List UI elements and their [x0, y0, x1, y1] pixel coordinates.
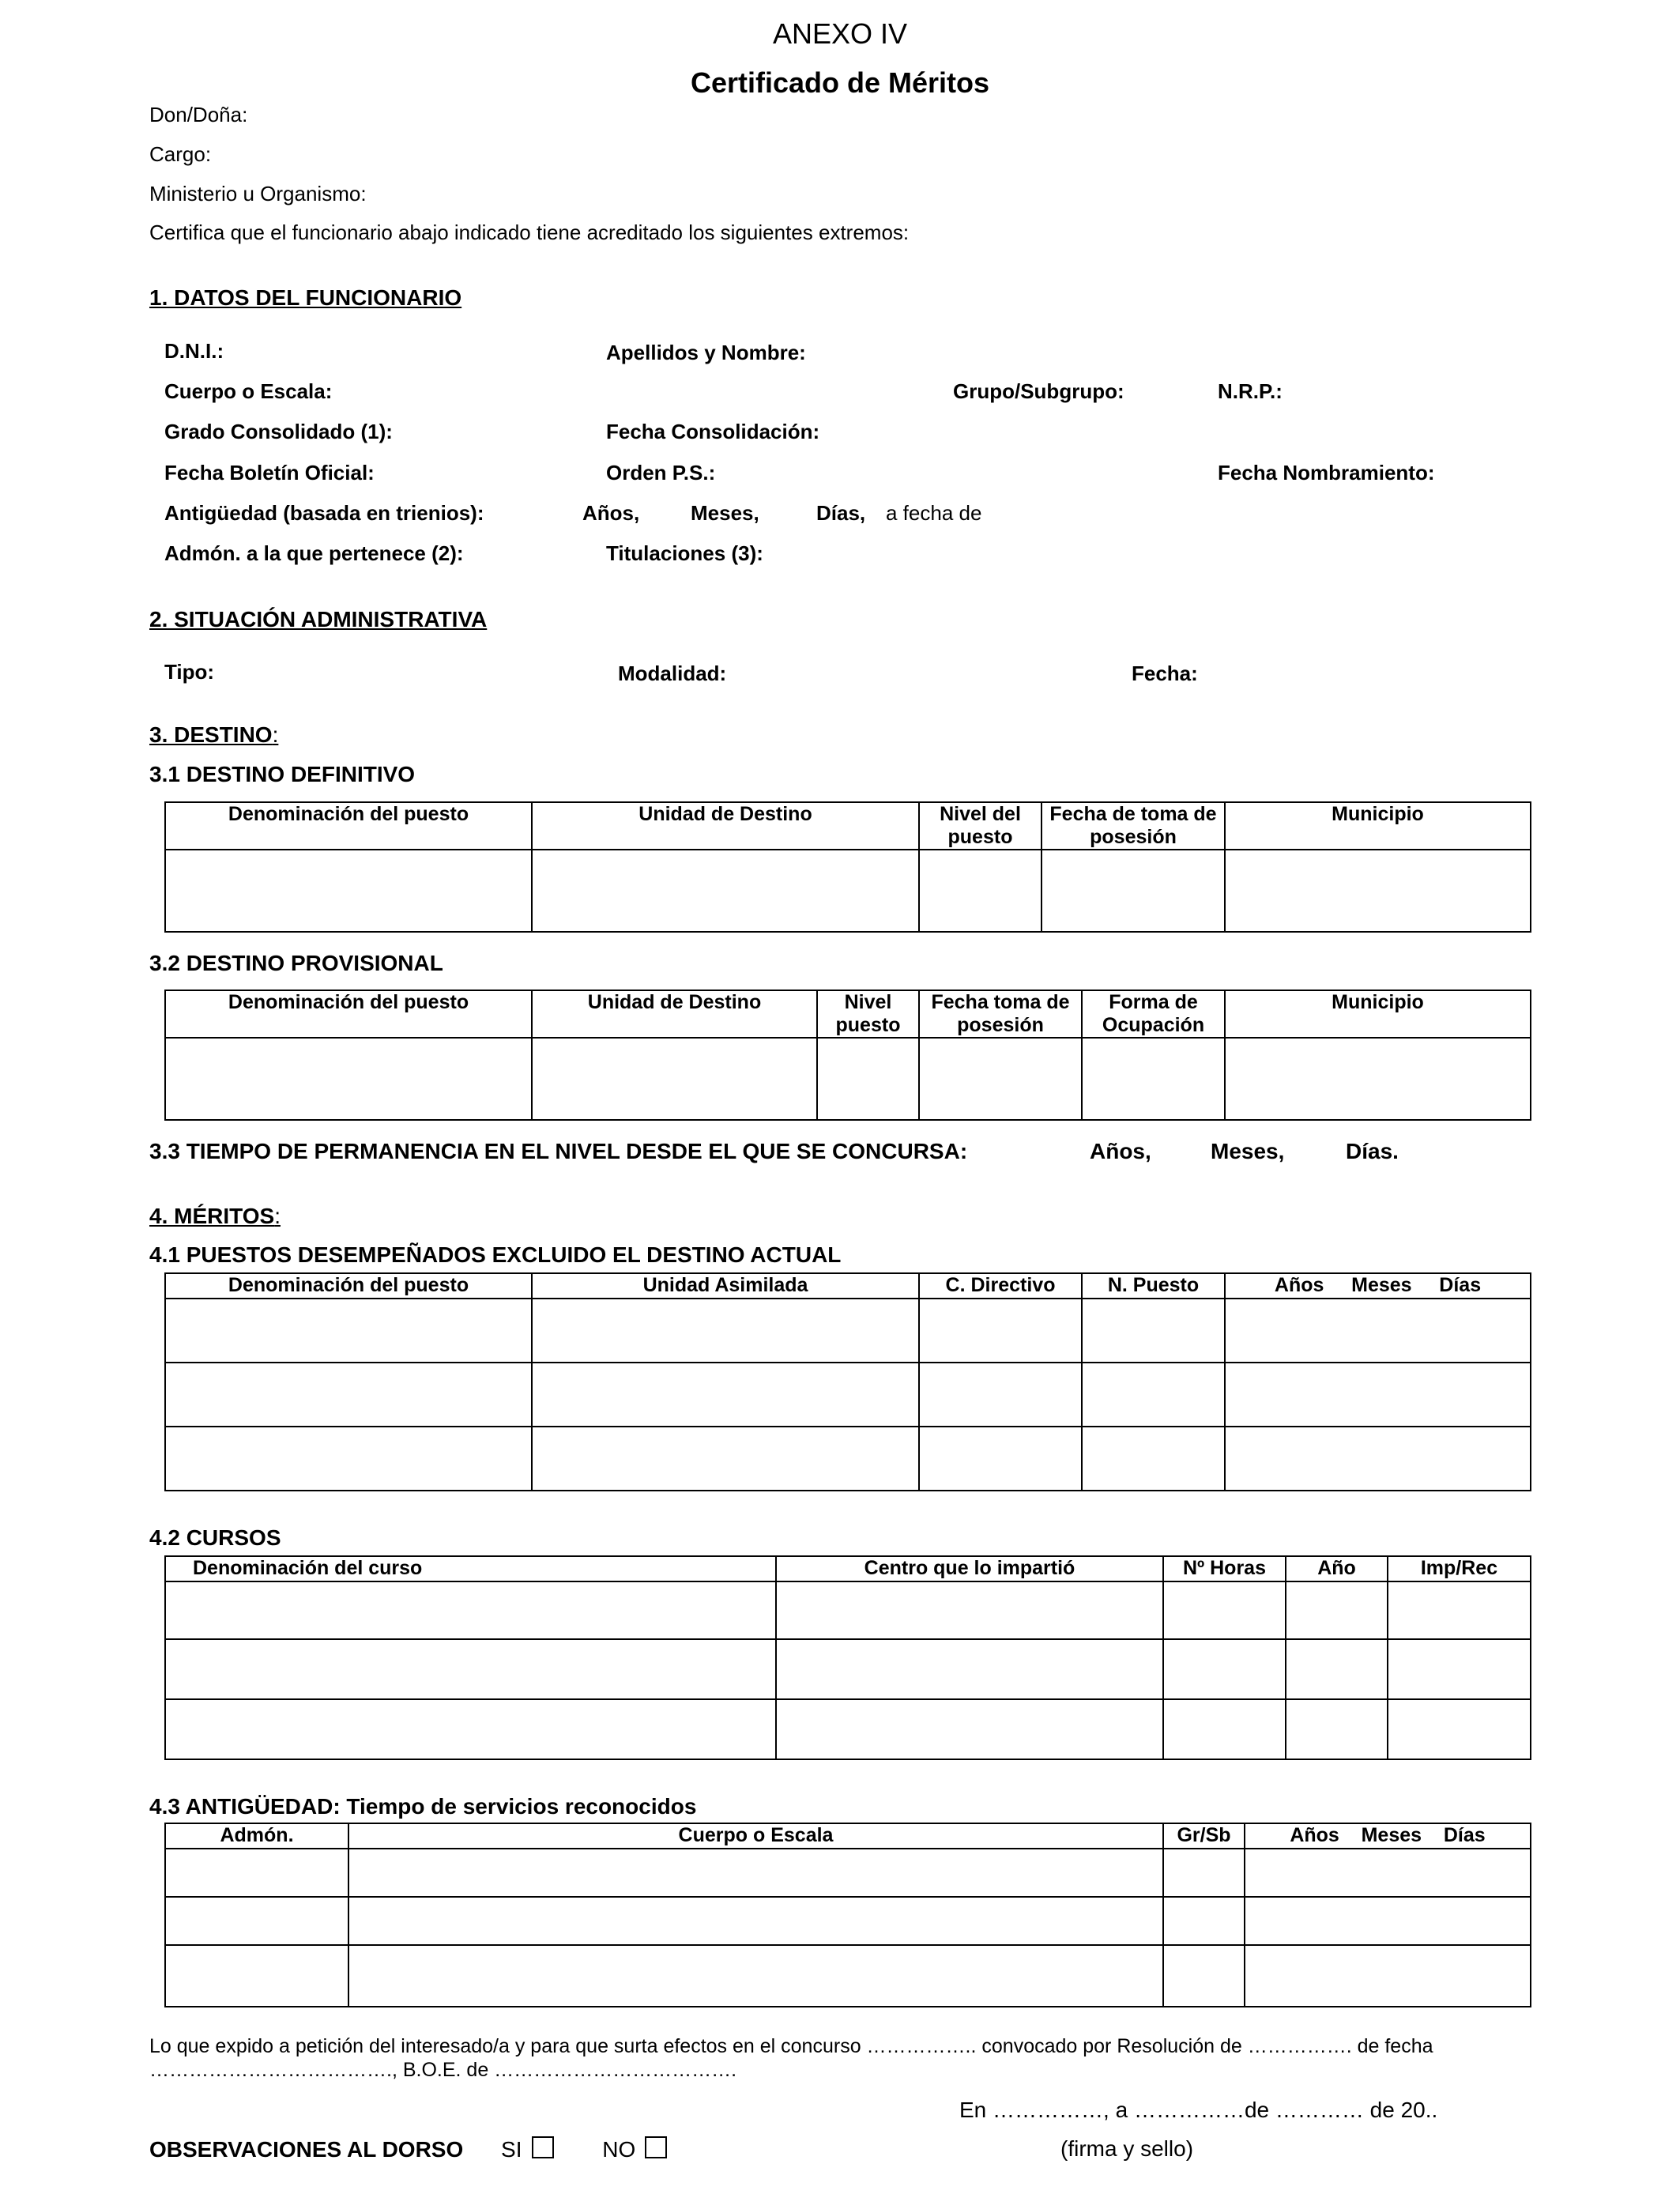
table-cell[interactable]	[1082, 1427, 1225, 1491]
table-cell[interactable]	[776, 1639, 1163, 1699]
table-cell[interactable]	[1082, 1299, 1225, 1363]
table-row	[165, 1699, 1531, 1759]
table-cell[interactable]	[1388, 1581, 1531, 1639]
table-cell[interactable]	[165, 1849, 348, 1897]
table-cell[interactable]	[165, 1897, 348, 1945]
table-cell[interactable]	[776, 1699, 1163, 1759]
grado-label: Grado Consolidado (1):	[164, 420, 393, 443]
table-cell[interactable]	[776, 1581, 1163, 1639]
observaciones-label: OBSERVACIONES AL DORSO	[149, 2137, 464, 2162]
modalidad-label: Modalidad:	[618, 662, 727, 685]
table-cell[interactable]	[165, 1699, 776, 1759]
col-denominacion-puesto: Denominación del puesto	[165, 1273, 532, 1299]
table-cell[interactable]	[165, 1639, 776, 1699]
table-cell[interactable]	[1225, 1363, 1531, 1427]
col-anos-meses-dias: Años Meses Días	[1225, 1273, 1531, 1299]
table-cell[interactable]	[165, 1945, 348, 2007]
table-cell[interactable]	[1163, 1897, 1245, 1945]
page-title: Certificado de Méritos	[690, 66, 990, 99]
fecha-label: Fecha:	[1132, 662, 1198, 685]
col-nivel-puesto: Nivel del puesto	[919, 802, 1042, 850]
table-cell[interactable]	[532, 1299, 919, 1363]
col-unidad-destino: Unidad de Destino	[532, 990, 817, 1038]
section-3-heading-colon: :	[272, 722, 279, 747]
destino-definitivo-table	[164, 801, 1531, 933]
col-denominacion-curso: Denominación del curso	[165, 1556, 776, 1581]
destino-provisional-heading: 3.2 DESTINO PROVISIONAL	[149, 951, 443, 975]
certifica-text: Certifica que el funcionario abajo indicado tiene acreditado los siguientes extremos:	[149, 221, 910, 244]
fecha-nombramiento-label: Fecha Nombramiento:	[1218, 461, 1435, 484]
tipo-label: Tipo:	[164, 660, 215, 684]
si-label: SI	[501, 2137, 522, 2162]
col-n-horas: Nº Horas	[1163, 1556, 1286, 1581]
cuerpo-label: Cuerpo o Escala:	[164, 379, 333, 403]
col-municipio: Municipio	[1225, 990, 1531, 1038]
puestos-desempenados-heading: 4.1 PUESTOS DESEMPEÑADOS EXCLUIDO EL DESTINO ACTUAL	[149, 1242, 842, 1267]
table-cell[interactable]	[1388, 1699, 1531, 1759]
nrp-label: N.R.P.:	[1218, 379, 1283, 403]
destino-definitivo-heading: 3.1 DESTINO DEFINITIVO	[149, 762, 416, 786]
si-checkbox[interactable]	[532, 2136, 554, 2158]
don-dona-label: Don/Doña:	[149, 103, 248, 126]
table-row	[165, 1639, 1531, 1699]
orden-ps-label: Orden P.S.:	[606, 461, 716, 484]
permanencia-meses-label: Meses,	[1211, 1139, 1285, 1163]
observaciones-row	[149, 2136, 667, 2162]
table-cell[interactable]	[1286, 1581, 1388, 1639]
table-cell[interactable]	[348, 1945, 1163, 2007]
antiguedad-anos-label: Años,	[582, 501, 640, 525]
tiempo-permanencia-label: 3.3 TIEMPO DE PERMANENCIA EN EL NIVEL DESDE EL QUE SE CONCURSA:	[149, 1139, 968, 1163]
table-cell[interactable]	[1225, 1427, 1531, 1491]
col-unidad-asimilada: Unidad Asimilada	[532, 1273, 919, 1299]
col-fecha-toma-posesion: Fecha toma de posesión	[919, 990, 1082, 1038]
destino-provisional-table	[164, 990, 1531, 1121]
table-cell[interactable]	[1225, 1299, 1531, 1363]
antiguedad-meses-label: Meses,	[691, 501, 759, 525]
table-cell[interactable]	[1163, 1699, 1286, 1759]
table-cell[interactable]	[532, 1363, 919, 1427]
no-checkbox[interactable]	[645, 2136, 667, 2158]
table-cell[interactable]	[1286, 1639, 1388, 1699]
table-cell[interactable]	[165, 1038, 532, 1120]
table-cell[interactable]	[165, 1299, 532, 1363]
lugar-fecha-line: En ……………, a ……………de ………… de 20..	[959, 2098, 1438, 2122]
section-4-heading	[149, 1204, 281, 1229]
puestos-desempenados-table	[164, 1272, 1531, 1491]
col-centro-impartio: Centro que lo impartió	[776, 1556, 1163, 1581]
antiguedad-servicios-table	[164, 1823, 1531, 2007]
table-cell[interactable]	[1286, 1699, 1388, 1759]
table-cell[interactable]	[1245, 1897, 1531, 1945]
section-2-heading: 2. SITUACIÓN ADMINISTRATIVA	[149, 607, 488, 631]
col-nivel-puesto: Nivel puesto	[817, 990, 919, 1038]
table-cell[interactable]	[1163, 1639, 1286, 1699]
table-cell[interactable]	[532, 850, 919, 932]
table-cell[interactable]	[165, 1427, 532, 1491]
col-forma-ocupacion: Forma de Ocupación	[1082, 990, 1225, 1038]
table-cell[interactable]	[165, 850, 532, 932]
col-unidad-destino: Unidad de Destino	[532, 802, 919, 850]
antiguedad-servicios-heading: 4.3 ANTIGÜEDAD: Tiempo de servicios reconocidos	[149, 1794, 697, 1819]
table-cell[interactable]	[919, 1038, 1082, 1120]
a-fecha-de-label: a fecha de	[886, 501, 982, 525]
permanencia-anos-label: Años,	[1090, 1139, 1151, 1163]
table-row	[165, 850, 1531, 932]
grupo-label: Grupo/Subgrupo:	[953, 379, 1124, 403]
table-row	[165, 1897, 1531, 1945]
section-1-heading: 1. DATOS DEL FUNCIONARIO	[149, 285, 462, 310]
cargo-label: Cargo:	[149, 142, 212, 166]
dni-label: D.N.I.:	[164, 339, 224, 363]
admon-label: Admón. a la que pertenece (2):	[164, 541, 464, 565]
fecha-consolidacion-label: Fecha Consolidación:	[606, 420, 820, 443]
cursos-table	[164, 1555, 1531, 1760]
section-3-heading-text: 3. DESTINO	[149, 722, 273, 747]
section-4-heading-text: 4. MÉRITOS	[149, 1204, 275, 1228]
table-cell[interactable]	[1245, 1849, 1531, 1897]
expedicion-text-line1: Lo que expido a petición del interesado/a y para que surta efectos en el concurso …………….. convocado por Resolución de ……………. de fecha	[149, 2035, 1433, 2057]
table-cell[interactable]	[532, 1427, 919, 1491]
col-municipio: Municipio	[1225, 802, 1531, 850]
table-cell[interactable]	[919, 850, 1042, 932]
table-cell[interactable]	[1163, 1945, 1245, 2007]
table-row	[165, 1581, 1531, 1639]
table-cell[interactable]	[919, 1363, 1082, 1427]
table-cell[interactable]	[1225, 1038, 1531, 1120]
table-row	[165, 1427, 1531, 1491]
expedicion-text-line2: ………………………………., B.O.E. de ……………………………….	[149, 2059, 737, 2081]
col-admon: Admón.	[165, 1823, 348, 1849]
table-cell[interactable]	[1388, 1639, 1531, 1699]
ministerio-label: Ministerio u Organismo:	[149, 182, 367, 205]
table-cell[interactable]	[165, 1581, 776, 1639]
table-cell[interactable]	[1245, 1945, 1531, 2007]
col-gr-sb: Gr/Sb	[1163, 1823, 1245, 1849]
firma-sello-label: (firma y sello)	[1060, 2136, 1194, 2161]
col-denominacion-puesto: Denominación del puesto	[165, 990, 532, 1038]
table-cell[interactable]	[348, 1849, 1163, 1897]
antiguedad-dias-label: Días,	[816, 501, 866, 525]
table-row	[165, 1945, 1531, 2007]
table-cell[interactable]	[1042, 850, 1225, 932]
table-cell[interactable]	[1082, 1038, 1225, 1120]
apellidos-label: Apellidos y Nombre:	[606, 341, 806, 364]
cursos-heading: 4.2 CURSOS	[149, 1525, 281, 1550]
antiguedad-label: Antigüedad (basada en trienios):	[164, 501, 484, 525]
table-cell[interactable]	[165, 1363, 532, 1427]
fecha-boletin-label: Fecha Boletín Oficial:	[164, 461, 375, 484]
col-denominacion-puesto: Denominación del puesto	[165, 802, 532, 850]
col-fecha-toma-posesion: Fecha de toma de posesión	[1042, 802, 1225, 850]
table-cell[interactable]	[817, 1038, 919, 1120]
col-anos-meses-dias: Años Meses Días	[1245, 1823, 1531, 1849]
no-label: NO	[602, 2137, 636, 2162]
col-n-puesto: N. Puesto	[1082, 1273, 1225, 1299]
table-cell[interactable]	[532, 1038, 817, 1120]
col-cuerpo-escala: Cuerpo o Escala	[348, 1823, 1163, 1849]
permanencia-dias-label: Días.	[1346, 1139, 1399, 1163]
col-imp-rec: Imp/Rec	[1388, 1556, 1531, 1581]
section-3-heading	[149, 722, 278, 748]
table-row	[165, 1299, 1531, 1363]
table-row	[165, 1363, 1531, 1427]
table-cell[interactable]	[919, 1427, 1082, 1491]
table-cell[interactable]	[348, 1897, 1163, 1945]
table-row	[165, 1038, 1531, 1120]
table-cell[interactable]	[1163, 1849, 1245, 1897]
titulaciones-label: Titulaciones (3):	[606, 541, 763, 565]
table-cell[interactable]	[919, 1299, 1082, 1363]
col-c-directivo: C. Directivo	[919, 1273, 1082, 1299]
section-4-heading-colon: :	[274, 1204, 281, 1228]
table-cell[interactable]	[1163, 1581, 1286, 1639]
table-cell[interactable]	[1082, 1363, 1225, 1427]
table-row	[165, 1849, 1531, 1897]
col-ano: Año	[1286, 1556, 1388, 1581]
table-cell[interactable]	[1225, 850, 1531, 932]
annex-number: ANEXO IV	[772, 17, 908, 50]
